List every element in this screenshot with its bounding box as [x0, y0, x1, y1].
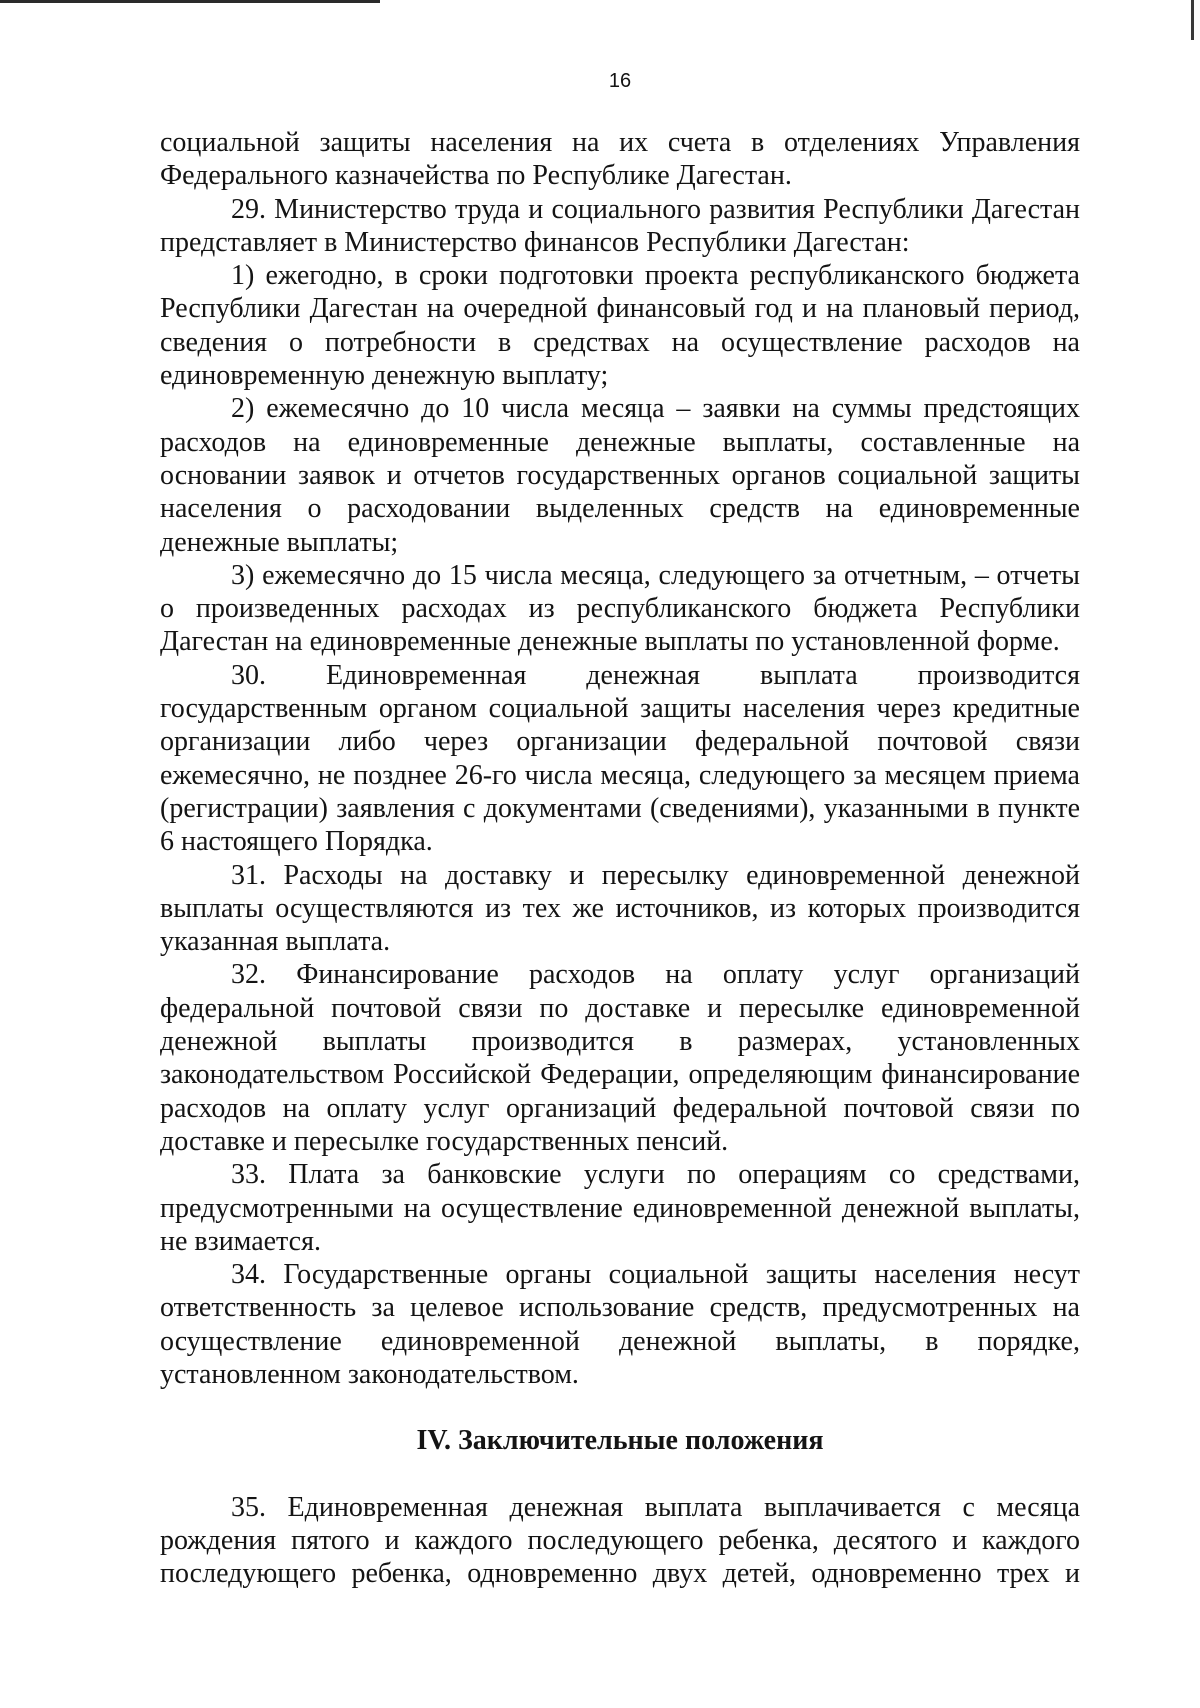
- paragraph-29-item-1: 1) ежегодно, в сроки подготовки проекта республиканского бюджета Республики Дагестан на очередной финансовый год и на плановый период, сведения о потребности в средствах на осуществление расходов на единовременную денежную выплату;: [160, 260, 1080, 392]
- scan-edge-top: [0, 0, 380, 3]
- paragraph-30: 30. Единовременная денежная выплата производится государственным органом социальной защиты населения через кредитные организации либо через организации федеральной почтовой связи ежемесячно, не позднее 26-го числа месяца, следующего за месяцем приема (регистрации) заявления с документами (сведениями), указанными в пункте 6 настоящего Порядка.: [160, 659, 1080, 858]
- paragraph-29: 29. Министерство труда и социального развития Республики Дагестан представляет в Министерство финансов Республики Дагестан:: [160, 193, 1080, 258]
- paragraph-33: 33. Плата за банковские услуги по операциям со средствами, предусмотренными на осуществление единовременной денежной выплаты, не взимается.: [160, 1159, 1080, 1257]
- paragraph-32: 32. Финансирование расходов на оплату услуг организаций федеральной почтовой связи по доставке и пересылке единовременной денежной выплаты производится в размерах, установленных законодательством Российской Федерации, определяющим финансирование расходов на оплату услуг организаций федеральной почтовой связи по доставке и пересылке государственных пенсий.: [160, 959, 1080, 1157]
- scan-edge-right: [1191, 0, 1194, 40]
- paragraph-31: 31. Расходы на доставку и пересылку единовременной денежной выплаты осуществляются из тех же источников, из которых производится указанная выплата.: [160, 859, 1080, 958]
- page-number: 16: [608, 70, 632, 92]
- document-body: [160, 126, 1080, 1590]
- paragraph-29-item-3: 3) ежемесячно до 15 числа месяца, следующего за отчетным, – отчеты о произведенных расходах из республиканского бюджета Республики Дагестан на единовременные денежные выплаты по установленной форме.: [160, 559, 1080, 658]
- paragraph-29-item-2: 2) ежемесячно до 10 числа месяца – заявки на суммы предстоящих расходов на единовременные денежные выплаты, составленные на основании заявок и отчетов государственных органов социальной защиты населения о расходовании выделенных средств на единовременные денежные выплаты;: [160, 393, 1080, 558]
- paragraph-35: 35. Единовременная денежная выплата выплачивается с месяца рождения пятого и каждого последующего ребенка, десятого и каждого последующего ребенка, одновременно двух детей, одновременно трех и: [160, 1491, 1080, 1590]
- paragraph-34: 34. Государственные органы социальной защиты населения несут ответственность за целевое использование средств, предусмотренных на осуществление единовременной денежной выплаты, в порядке, установленном законодательством.: [160, 1259, 1080, 1390]
- paragraph-continuation: социальной защиты населения на их счета в отделениях Управления Федерального казначейства по Республике Дагестан.: [160, 127, 1080, 192]
- section-heading: IV. Заключительные положения: [416, 1425, 824, 1457]
